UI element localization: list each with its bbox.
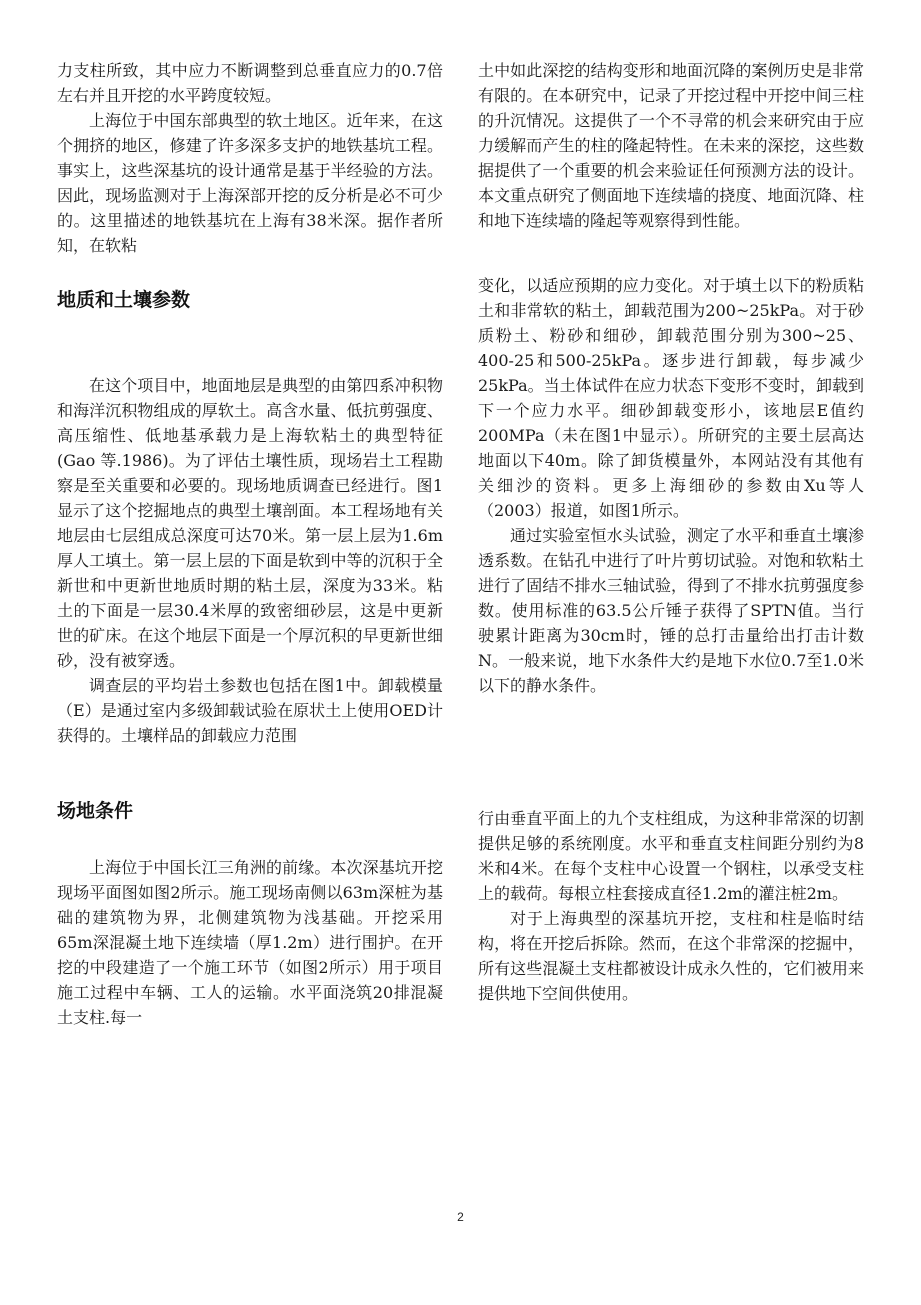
section-heading-geology: 地质和土壤参数 [57, 289, 191, 311]
paragraph: 调查层的平均岩土参数也包括在图1中。卸载模量（E）是通过室内多级卸载试验在原状土上使用OED计获得的。土壤样品的卸载应力范围 [57, 676, 443, 745]
paragraph: 对于上海典型的深基坑开挖，支柱和柱是临时结构，将在开挖后拆除。然而，在这个非常深的挖掘中，所有这些混凝土支柱都被设计成永久性的，它们被用来提供地下空间供使用。 [478, 909, 864, 1003]
section1-left-column [57, 58, 443, 258]
paragraph: 通过实验室恒水头试验，测定了水平和垂直土壤渗透系数。在钻孔中进行了叶片剪切试验。对饱和软粘土进行了固结不排水三轴试验，得到了不排水抗剪强度参数。使用标准的63.5公斤锤子获得了SPTN值。当行驶累计距离为30cm时，锤的总打击量给出打击计数N。一般来说，地下水条件大约是地下水位0.7至1.0米以下的静水条件。 [478, 526, 864, 695]
section3-right-column [478, 806, 864, 1006]
section-heading-site-conditions: 场地条件 [57, 800, 134, 822]
section1-right-column [478, 58, 864, 233]
paragraph: 土中如此深挖的结构变形和地面沉降的案例历史是非常有限的。在本研究中，记录了开挖过程中开挖中间三柱的升沉情况。这提供了一个不寻常的机会来研究由于应力缓解而产生的柱的隆起特性。在未来的深挖，这些数据提供了一个重要的机会来验证任何预测方法的设计。本文重点研究了侧面地下连续墙的挠度、地面沉降、柱和地下连续墙的隆起等观察得到性能。 [478, 61, 864, 230]
section2-left-column [57, 373, 443, 748]
section3-left-column [57, 855, 443, 1030]
section2-right-column [478, 273, 864, 698]
paragraph: 上海位于中国长江三角洲的前缘。本次深基坑开挖现场平面图如图2所示。施工现场南侧以63m深桩为基础的建筑物为界，北侧建筑物为浅基础。开挖采用65m深混凝土地下连续墙（厚1.2m）进行围护。在开挖的中段建造了一个施工环节（如图2所示）用于项目施工过程中车辆、工人的运输。水平面浇筑20排混凝土支柱.每一 [57, 858, 443, 1027]
paragraph: 行由垂直平面上的九个支柱组成，为这种非常深的切割提供足够的系统刚度。水平和垂直支柱间距分别约为8米和4米。在每个支柱中心设置一个钢柱，以承受支柱上的载荷。每根立柱套接成直径1.2m的灌注桩2m。 [478, 809, 864, 903]
paragraph: 力支柱所致，其中应力不断调整到总垂直应力的0.7倍左右并且开挖的水平跨度较短。 [57, 61, 443, 105]
paragraph: 上海位于中国东部典型的软土地区。近年来，在这个拥挤的地区，修建了许多深多支护的地铁基坑工程。事实上，这些深基坑的设计通常是基于半经验的方法。因此，现场监测对于上海深部开挖的反分析是必不可少的。这里描述的地铁基坑在上海有38米深。据作者所知，在软粘 [57, 111, 443, 255]
paragraph: 在这个项目中，地面地层是典型的由第四系冲积物和海洋沉积物组成的厚软土。高含水量、低抗剪强度、高压缩性、低地基承载力是上海软粘土的典型特征(Gao 等.1986)。为了评估土壤性质，现场岩土工程勘察是至关重要和必要的。现场地质调查已经进行。图1显示了这个挖掘地点的典型土壤剖面。本工程场地有关地层由七层组成总深度可达70米。第一层上层为1.6m厚人工填土。第一层上层的下面是软到中等的沉积于全新世和中更新世地质时期的粘土层，深度为33米。粘土的下面是一层30.4米厚的致密细砂层，这是中更新世的矿床。在这个地层下面是一个厚沉积的早更新世细砂，没有被穿透。 [57, 376, 443, 670]
paragraph: 变化，以适应预期的应力变化。对于填土以下的粉质粘土和非常软的粘土，卸载范围为200~25kPa。对于砂质粉土、粉砂和细砂，卸载范围分别为300~25、400-25和500-25kPa。逐步进行卸载，每步减少25kPa。当土体试件在应力状态下变形不变时，卸载到下一个应力水平。细砂卸载变形小，该地层E值约200MPa（未在图1中显示）。所研究的主要土层高达地面以下40m。除了卸货模量外，本网站没有其他有关细沙的资料。更多上海细砂的参数由Xu等人（2003）报道，如图1所示。 [478, 276, 864, 520]
page-number: 2 [457, 1210, 464, 1224]
